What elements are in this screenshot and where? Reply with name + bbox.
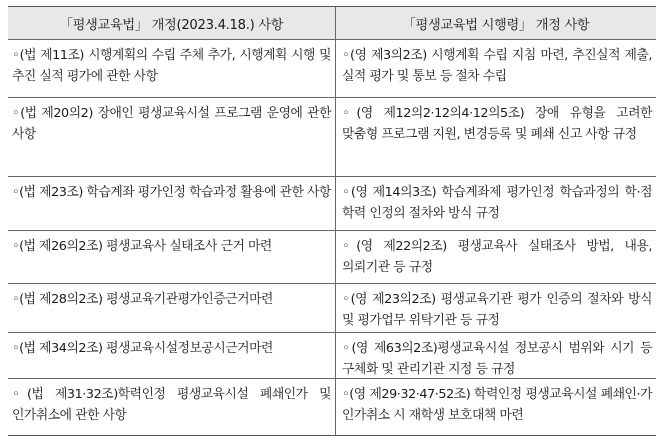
table-row <box>8 40 656 98</box>
act-cell: ◦(법 제28의2조) 평생교육기관평가인증근거마련 <box>8 284 336 332</box>
table-row <box>8 177 656 231</box>
act-cell: ◦(법 제31·32조)학력인정 평생교육시설 폐쇄인가 및 인가취소에 관한 사항 <box>8 379 336 435</box>
act-cell: ◦(법 제11조) 시행계획의 수립 주체 추가, 시행계획 시행 및 추진 실적 평가에 관한 사항 <box>8 40 336 97</box>
header-decree-amendment: 「평생교육법 시행령」 개정 사항 <box>402 17 590 33</box>
decree-cell: ◦(영 제23의2조) 평생교육기관 평가 인증의 절차와 방식 및 평가업무 위탁기관 등 규정 <box>342 292 652 328</box>
decree-cell: ◦(영 제14의3조) 학습계좌제 평가인정 학습과정의 학·점 학력 인정의 절차와 방식 규정 <box>342 185 652 221</box>
table-row <box>8 379 656 435</box>
decree-cell: ◦(영 제3의2조) 시행계획 수립 지침 마련, 추진실적 제출, 실적 평가 및 통보 등 절차 수립 <box>342 48 652 84</box>
decree-cell: ◦(영 제63의2조)평생교육시설 정보공시 범위와 시기 등 구체화 및 관리기관 지정 등 규정 <box>342 341 652 377</box>
table-row <box>8 98 656 177</box>
act-cell: ◦(법 제34의2조) 평생교육시설정보공시근거마련 <box>8 333 336 378</box>
decree-cell: ◦(영 제22의2조) 평생교육사 실태조사 방법, 내용, 의뢰기관 등 규정 <box>342 239 652 275</box>
decree-cell: ◦(영 제12의2·12의4·12의5조) 장애 유형을 고려한 맞춤형 프로그램 지원, 변경등록 및 폐쇄 신고 사항 규정 <box>342 106 652 142</box>
table-header-row <box>8 7 656 40</box>
act-cell: ◦(법 제26의2조) 평생교육사 실태조사 근거 마련 <box>8 231 336 283</box>
act-cell: ◦(법 제23조) 학습계좌 평가인정 학습과정 활용에 관한 사항 <box>8 177 336 230</box>
act-cell: ◦(법 제20의2) 장애인 평생교육시설 프로그램 운영에 관한 사항 <box>8 98 336 176</box>
reform-comparison-table <box>8 6 656 436</box>
header-act-amendment: 「평생교육법」 개정(2023.4.18.) 사항 <box>8 7 336 39</box>
decree-cell: ◦(영 제29·32·47·52조) 학력인정 평생교육시설 폐쇄인·가 인가취소 시 재학생 보호대책 마련 <box>342 387 652 423</box>
table-row <box>8 284 656 333</box>
table-row <box>8 231 656 284</box>
table-row <box>8 333 656 379</box>
